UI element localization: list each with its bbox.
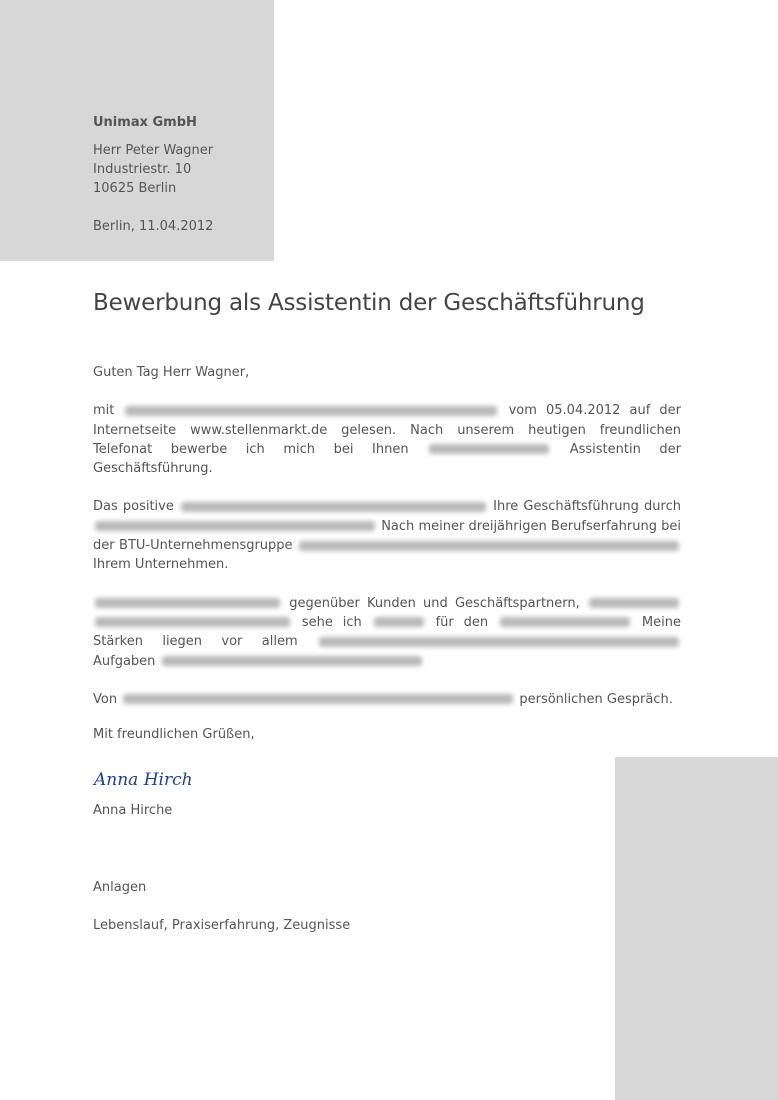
p3-end: Aufgaben — [93, 653, 156, 669]
letter-date: Berlin, 11.04.2012 — [93, 219, 214, 234]
p2-mid2: Nach meiner dreijährigen Berufserfahrung bei der BTU-Unternehmensgruppe — [93, 518, 681, 554]
redacted-text — [429, 444, 549, 454]
redacted-text — [95, 617, 290, 627]
redacted-text — [95, 521, 375, 531]
p3-mid4: Meine Stärken liegen vor allem — [93, 614, 681, 650]
p2-mid1: Ihre Geschäftsführung durch — [493, 499, 681, 515]
p3-mid2: sehe ich — [301, 614, 362, 630]
redacted-text — [123, 694, 513, 704]
p4-end: persönlichen Gespräch. — [519, 691, 673, 707]
p3-mid1: gegenüber Kunden und Geschäftspartnern, — [289, 595, 580, 611]
p2-start: Das positive — [93, 499, 174, 515]
decor-panel-bottom — [615, 757, 778, 1100]
greeting: Guten Tag Herr Wagner, — [93, 365, 250, 380]
redacted-text — [162, 656, 422, 666]
handwritten-signature — [92, 765, 192, 797]
closing-salutation: Mit freundlichen Grüßen, — [93, 727, 255, 742]
redacted-text — [181, 502, 486, 512]
redacted-text — [95, 598, 280, 608]
redacted-text — [299, 541, 679, 551]
p1-start: mit — [93, 403, 115, 419]
paragraph-4 — [93, 690, 681, 709]
company-name: Unimax GmbH — [93, 115, 197, 130]
letter-subject: Bewerbung als Assistentin der Geschäftsführung — [93, 290, 645, 316]
redacted-text — [125, 406, 497, 416]
paragraph-1 — [93, 401, 681, 478]
letter-body — [93, 363, 681, 728]
p4-start: Von — [93, 691, 118, 707]
contact-person: Herr Peter Wagner — [93, 143, 214, 158]
signer-name: Anna Hirche — [93, 803, 173, 818]
signature-script: Anna Hirche — [94, 770, 192, 790]
p1-end: Assistentin der Geschäftsführung. — [93, 441, 681, 477]
paragraph-2 — [93, 497, 681, 574]
redacted-text — [589, 598, 679, 608]
sender-address-block — [93, 113, 213, 236]
street-address: Industriestr. 10 — [93, 162, 192, 177]
p1-mid: vom 05.04.2012 auf der Internetseite www.stellenmarkt.de gelesen. Nach unserem heutigen freundlichen Telefonat bewerbe ich mich bei Ihnen — [93, 403, 681, 457]
redacted-text — [374, 617, 424, 627]
p3-mid3: für den — [435, 614, 489, 630]
attachments-label: Anlagen — [93, 880, 147, 895]
redacted-text — [319, 637, 679, 647]
attachments-list: Lebenslauf, Praxiserfahrung, Zeugnisse — [93, 918, 351, 933]
redacted-text — [500, 617, 630, 627]
p2-end: Ihrem Unternehmen. — [93, 557, 229, 573]
paragraph-3 — [93, 594, 681, 671]
city-address: 10625 Berlin — [93, 181, 177, 196]
